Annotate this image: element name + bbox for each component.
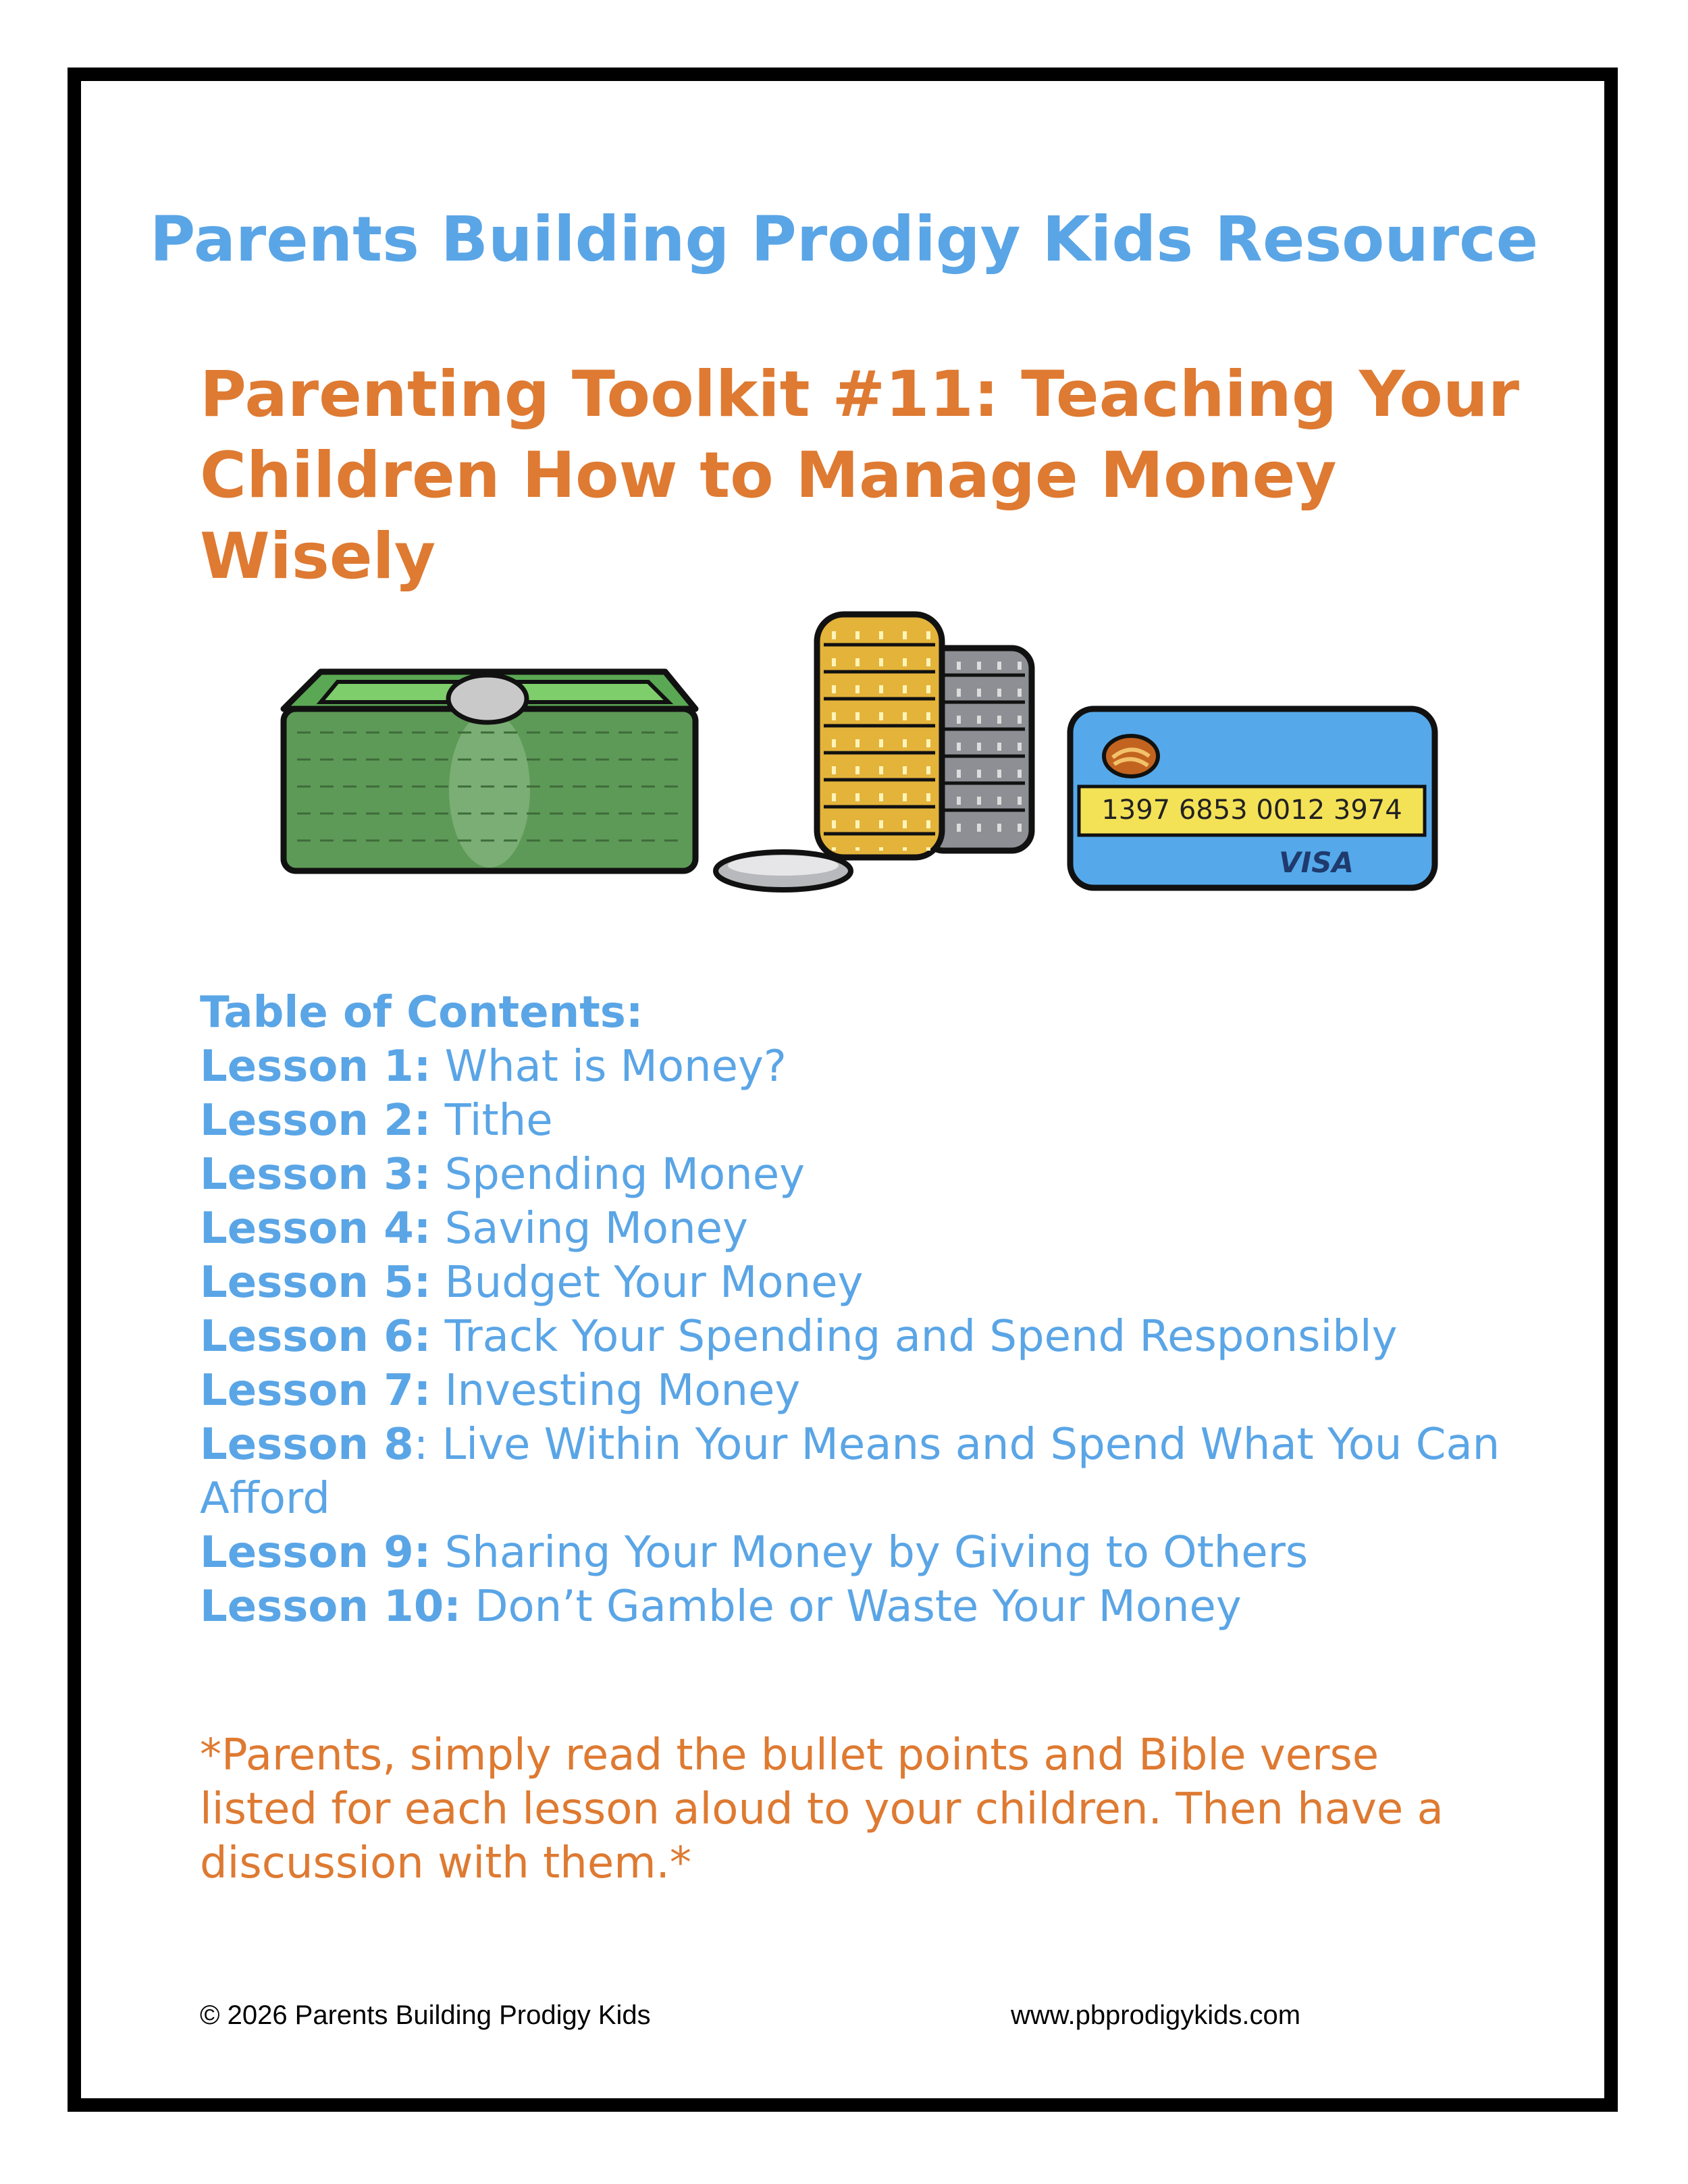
toc-lesson-2 — [200, 1094, 1503, 1148]
toc-lesson-10 — [200, 1580, 1503, 1634]
cash-stack-icon — [284, 672, 695, 871]
lesson-title: Investing Money — [444, 1366, 801, 1416]
toc-lesson-4 — [200, 1202, 1503, 1256]
lesson-title: : Live Within Your Means and Spend What You Can Afford — [200, 1420, 1500, 1524]
lesson-label: Lesson 6: — [200, 1312, 431, 1362]
card-number: 1397 6853 0012 3974 — [1101, 795, 1402, 826]
lesson-label: Lesson 10: — [200, 1582, 461, 1632]
toolkit-title-line-2: Children How to Manage Money Wisely — [200, 439, 1337, 593]
card-brand: VISA — [1279, 846, 1354, 879]
lesson-label: Lesson 4: — [200, 1204, 431, 1254]
lesson-title: What is Money? — [444, 1042, 787, 1092]
lesson-title: Saving Money — [444, 1204, 748, 1254]
money-illustration — [257, 594, 1472, 911]
lesson-title: Spending Money — [444, 1150, 805, 1200]
toc-lesson-9 — [200, 1526, 1503, 1580]
resource-title: Parents Building Prodigy Kids Resource — [149, 203, 1539, 275]
lesson-title: Tithe — [444, 1096, 553, 1146]
toc-lesson-7 — [200, 1364, 1503, 1418]
lesson-label: Lesson 8 — [200, 1420, 414, 1470]
toc-lesson-5 — [200, 1256, 1503, 1310]
lesson-label: Lesson 2: — [200, 1096, 431, 1146]
toc-lesson-1 — [200, 1040, 1503, 1094]
lesson-title: Sharing Your Money by Giving to Others — [444, 1528, 1309, 1578]
lesson-label: Lesson 9: — [200, 1528, 431, 1578]
lesson-label: Lesson 3: — [200, 1150, 431, 1200]
coin-stacks-icon — [716, 614, 1032, 890]
footer-website[interactable]: www.pbprodigykids.com — [1011, 2000, 1301, 2030]
toolkit-title-line-1: Parenting Toolkit #11: Teaching Your — [200, 358, 1520, 431]
lesson-label: Lesson 1: — [200, 1042, 431, 1092]
lesson-title: Track Your Spending and Spend Responsibly — [444, 1312, 1398, 1362]
lesson-title: Don’t Gamble or Waste Your Money — [475, 1582, 1242, 1632]
toc-lesson-3 — [200, 1148, 1503, 1202]
toc-lesson-8 — [200, 1418, 1503, 1526]
parent-note: *Parents, simply read the bullet points and Bible verse listed for each lesson aloud to your children. Then have a discussion with them.* — [200, 1730, 1444, 1888]
lesson-label: Lesson 7: — [200, 1366, 431, 1416]
toolkit-title — [200, 354, 1550, 597]
toc-heading: Table of Contents: — [200, 988, 643, 1038]
lesson-label: Lesson 5: — [200, 1258, 431, 1308]
table-of-contents — [200, 986, 1503, 1634]
footer-copyright: © 2026 Parents Building Prodigy Kids — [200, 2000, 651, 2030]
toc-lesson-6 — [200, 1310, 1503, 1364]
lesson-title: Budget Your Money — [444, 1258, 864, 1308]
